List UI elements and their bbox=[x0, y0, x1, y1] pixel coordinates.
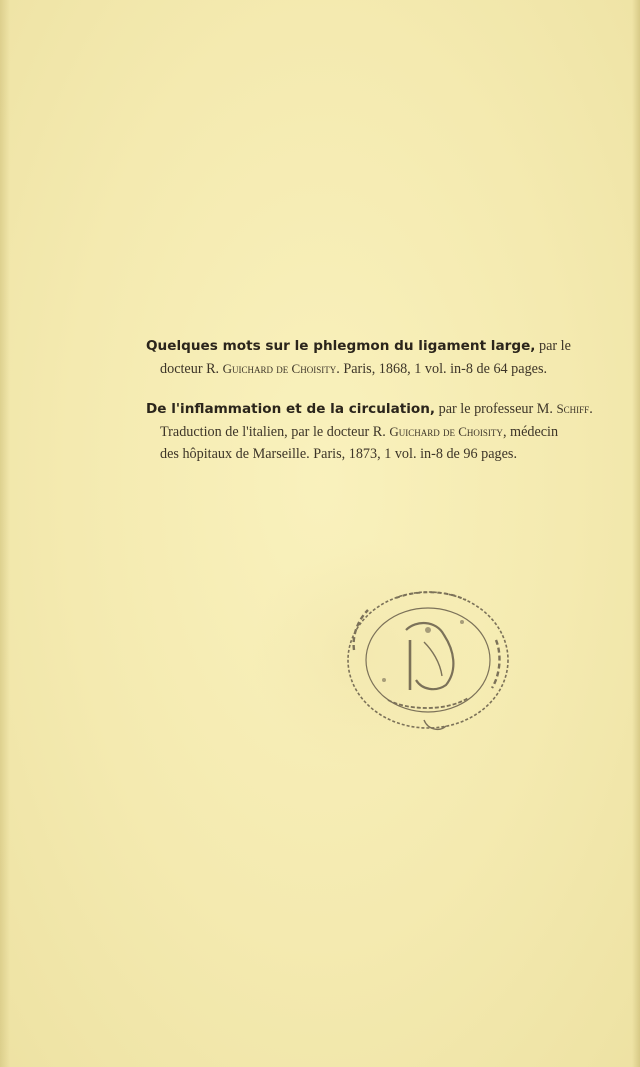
entry-1-text-prefix: docteur R. bbox=[160, 360, 223, 377]
entry-2-text: par le professeur M. bbox=[435, 401, 557, 417]
entry-1-line-1 bbox=[146, 335, 612, 358]
page-edge-right bbox=[632, 0, 640, 1067]
bibliography-entry-1 bbox=[146, 335, 612, 380]
entry-2-translator: Guichard de Choisity bbox=[389, 423, 503, 439]
library-stamp-icon bbox=[336, 580, 526, 750]
page-edge-left bbox=[0, 0, 10, 1067]
bibliography-entry-2 bbox=[146, 398, 612, 466]
entry-2-line-1 bbox=[146, 398, 612, 421]
entry-2-title: De l'inflammation et de la circulation, bbox=[146, 401, 436, 417]
entry-1-line-2 bbox=[146, 358, 612, 381]
entry-2-line-2 bbox=[146, 421, 612, 444]
entry-2-publication: des hôpitaux de Marseille. Paris, 1873, 1 vol. in-8 de 96 pages. bbox=[160, 446, 517, 462]
entry-1-author: Guichard de Choisity bbox=[222, 360, 337, 376]
entry-1-publication: . Paris, 1868, 1 vol. in-8 de 64 pages. bbox=[336, 360, 548, 377]
entry-2-line-3 bbox=[146, 443, 612, 466]
entry-1-text: par le bbox=[535, 338, 571, 354]
entry-2-period: . bbox=[589, 401, 593, 417]
entry-2-role: , médecin bbox=[502, 423, 559, 440]
entry-2-author: Schiff bbox=[556, 401, 590, 416]
entry-2-translation: Traduction de l'italien, par le docteur R. bbox=[160, 423, 390, 440]
entry-1-title: Quelques mots sur le phlegmon du ligament large, bbox=[146, 338, 536, 354]
